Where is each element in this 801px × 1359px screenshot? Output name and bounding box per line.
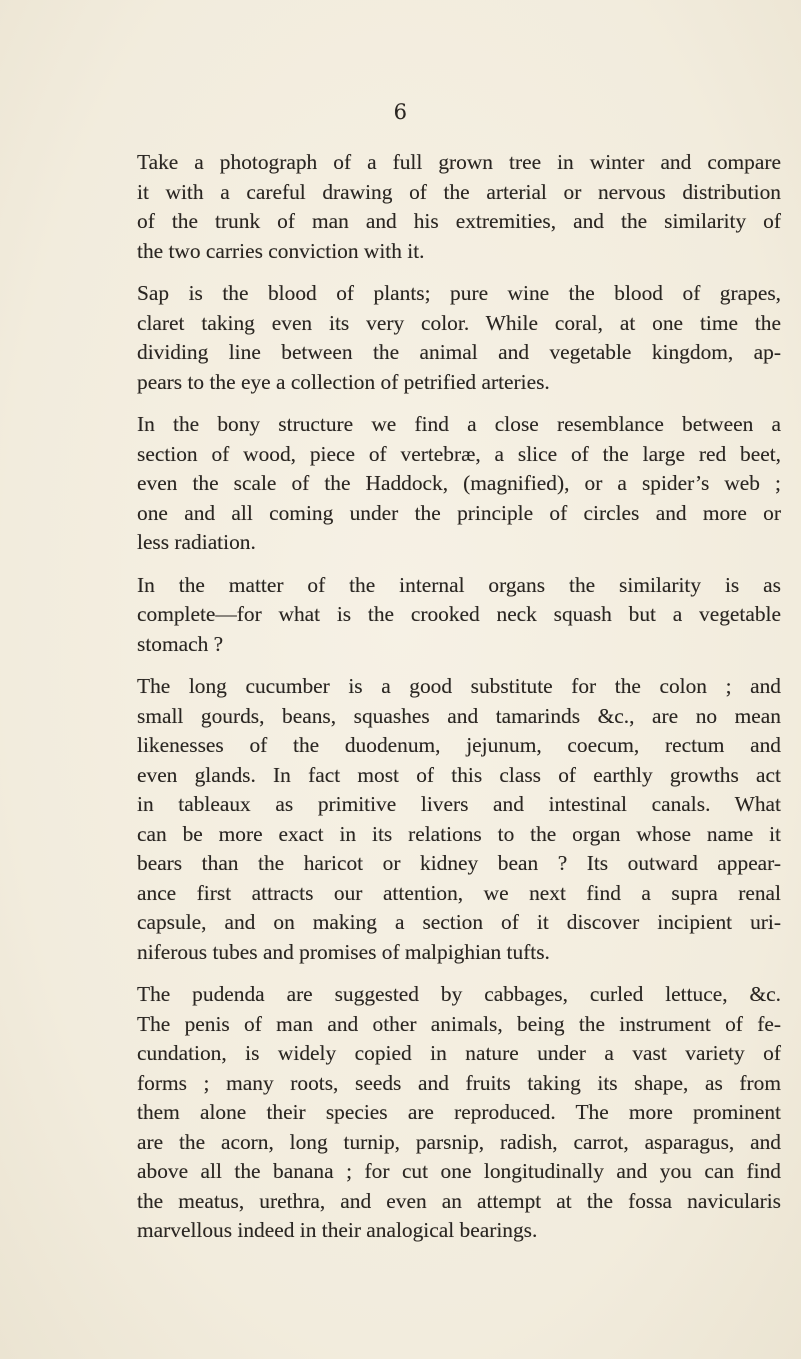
text-line: in tableaux as primitive livers and intestinal canals. What xyxy=(137,792,781,816)
text-line: them alone their species are reproduced. The more prominent xyxy=(137,1100,781,1124)
text-line: of the trunk of man and his extremities, and the similarity of xyxy=(137,209,781,233)
paragraph-internal-organs xyxy=(137,571,781,660)
text-line: bears than the haricot or kidney bean ? Its outward appear- xyxy=(137,851,781,875)
text-line: it with a careful drawing of the arterial or nervous distribution xyxy=(137,179,781,204)
paragraph-bony-structure xyxy=(137,410,781,558)
text-line: likenesses of the duodenum, jejunum, coecum, rectum and xyxy=(137,733,781,757)
text-line: one and all coming under the principle of circles and more or xyxy=(137,500,781,525)
text-line: Take a photograph of a full grown tree in winter and compare xyxy=(137,150,781,174)
text-line: dividing line between the animal and vegetable kingdom, ap- xyxy=(137,340,781,364)
paragraph-tree-comparison xyxy=(137,148,781,266)
text-line: are the acorn, long turnip, parsnip, radish, carrot, asparagus, and xyxy=(137,1129,781,1154)
text-line: marvellous indeed in their analogical bearings. xyxy=(137,1218,538,1242)
text-line: the two carries conviction with it. xyxy=(137,238,425,263)
text-line: The pudenda are suggested by cabbages, curled lettuce, &c. xyxy=(137,982,781,1006)
text-line: In the matter of the internal organs the similarity is as xyxy=(137,572,781,597)
paragraph-pudenda xyxy=(137,980,781,1246)
text-line: can be more exact in its relations to the organ whose name it xyxy=(137,821,781,846)
text-line: ance first attracts our attention, we next find a supra renal xyxy=(137,880,781,905)
paragraph-cucumber-colon xyxy=(137,672,781,967)
text-line: capsule, and on making a section of it discover incipient uri- xyxy=(137,910,781,934)
page-number: 6 xyxy=(393,100,408,124)
text-line: cundation, is widely copied in nature under a vast variety of xyxy=(137,1041,781,1065)
text-line: The long cucumber is a good substitute for the colon ; and xyxy=(137,674,781,698)
text-line: pears to the eye a collection of petrified arteries. xyxy=(137,369,550,394)
text-line: forms ; many roots, seeds and fruits taking its shape, as from xyxy=(137,1070,781,1095)
text-line: less radiation. xyxy=(137,530,256,554)
text-line: even the scale of the Haddock, (magnified), or a spider’s web ; xyxy=(137,471,781,495)
text-line: complete—for what is the crooked neck squash but a vegetable xyxy=(137,602,781,626)
paragraph-sap-blood xyxy=(137,279,781,397)
text-line: above all the banana ; for cut one longitudinally and you can find xyxy=(137,1159,781,1183)
text-line: niferous tubes and promises of malpighian tufts. xyxy=(137,939,550,964)
text-line: The penis of man and other animals, being the instrument of fe- xyxy=(137,1011,781,1036)
text-line: stomach ? xyxy=(137,631,224,656)
text-line: section of wood, piece of vertebræ, a slice of the large red beet, xyxy=(137,441,781,466)
text-line: small gourds, beans, squashes and tamarinds &c., are no mean xyxy=(137,703,781,728)
text-line: In the bony structure we find a close resemblance between a xyxy=(137,412,781,436)
text-line: claret taking even its very color. While coral, at one time the xyxy=(137,310,781,335)
body-text xyxy=(137,148,781,1259)
text-line: even glands. In fact most of this class of earthly growths act xyxy=(137,762,781,787)
text-line: Sap is the blood of plants; pure wine the blood of grapes, xyxy=(137,281,781,305)
text-line: the meatus, urethra, and even an attempt at the fossa navicularis xyxy=(137,1188,781,1213)
